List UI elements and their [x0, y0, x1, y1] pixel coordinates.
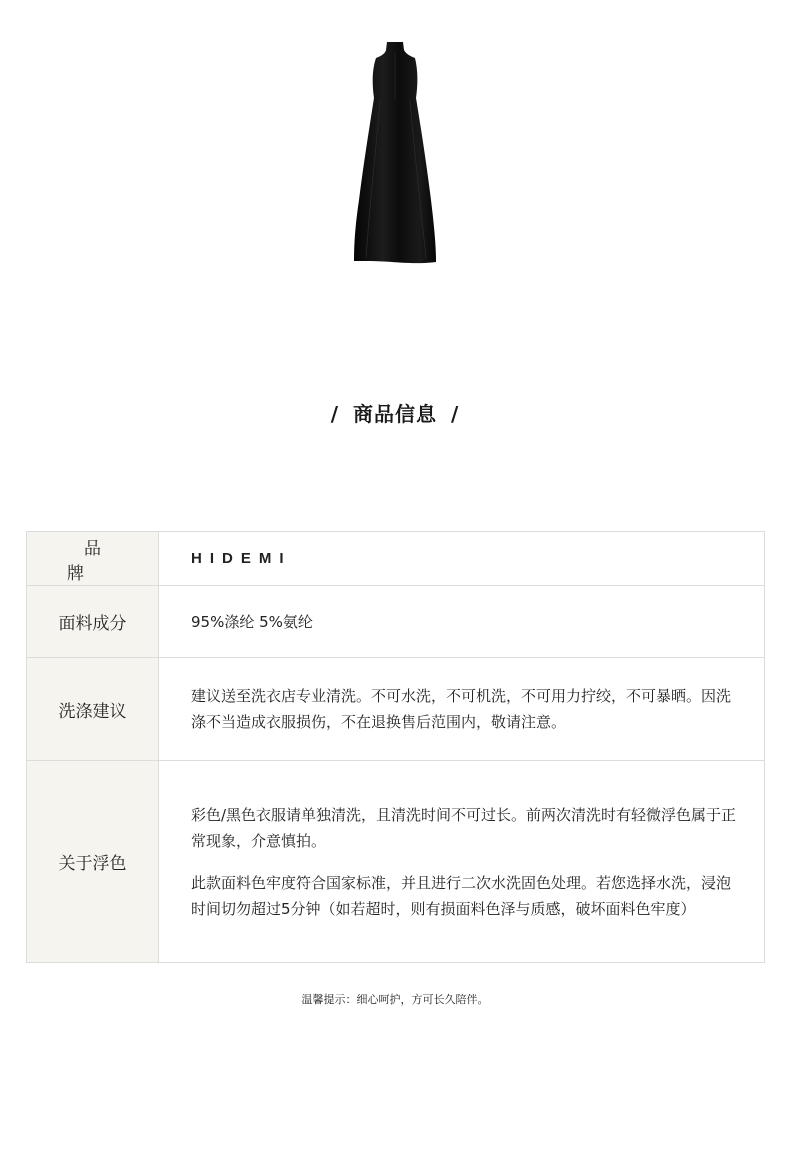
- label-brand: 品牌: [27, 532, 159, 586]
- value-color-fading: [159, 761, 765, 963]
- label-fabric: 面料成分: [27, 586, 159, 658]
- title-text: 商品信息: [353, 402, 437, 426]
- product-dress-image: [340, 40, 450, 270]
- fading-paragraph-1: 彩色/黑色衣服请单独清洗，且清洗时间不可过长。前两次清洗时有轻微浮色属于正常现象，介意慎拍。: [191, 805, 737, 850]
- table-row-brand: [27, 532, 765, 586]
- table-row-washing: [27, 658, 765, 761]
- title-slash-left: /: [330, 402, 339, 426]
- footer-tip: 温馨提示：细心呵护，方可长久陪伴。: [301, 993, 489, 1006]
- value-brand: [159, 532, 765, 586]
- brand-name: HIDEMI: [191, 550, 292, 567]
- value-washing: 建议送至洗衣店专业清洗。不可水洗，不可机洗，不可用力拧绞，不可暴晒。因洗涤不当造成衣服损伤，不在退换售后范围内，敬请注意。: [159, 658, 765, 761]
- table-row-fabric: [27, 586, 765, 658]
- fading-paragraph-2: 此款面料色牢度符合国家标准，并且进行二次水洗固色处理。若您选择水洗，浸泡时间切勿超过5分钟（如若超时，则有损面料色泽与质感，破坏面料色牢度）: [191, 873, 732, 918]
- section-title: [0, 398, 790, 427]
- label-color-fading: 关于浮色: [27, 761, 159, 963]
- table-row-color-fading: [27, 761, 765, 963]
- product-info-table: [26, 531, 765, 963]
- value-fabric: 95%涤纶 5%氨纶: [159, 586, 765, 658]
- title-slash-right: /: [451, 402, 460, 426]
- label-washing: 洗涤建议: [27, 658, 159, 761]
